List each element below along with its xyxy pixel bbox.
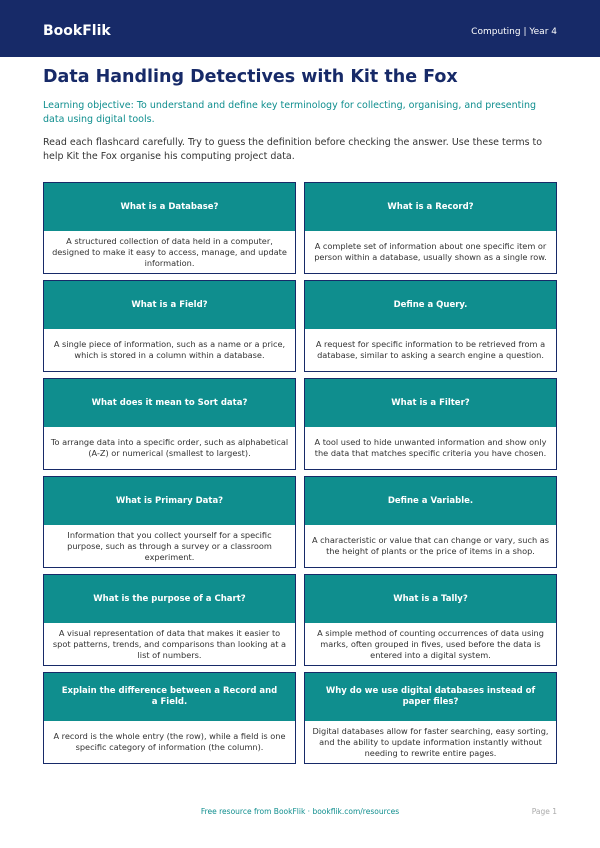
flashcard (43, 476, 296, 568)
flashcard-question: What is a Tally? (305, 575, 556, 623)
subject-year-label: Computing | Year 4 (471, 27, 557, 37)
flashcard-answer: A single piece of information, such as a name or a price, which is stored in a column within a database. (53, 339, 286, 360)
page-number: Page 1 (531, 807, 557, 816)
top-banner (0, 0, 600, 57)
page-title: Data Handling Detectives with Kit the Fox (43, 67, 458, 87)
flashcard-question: What is a Record? (305, 183, 556, 231)
flashcard-answer: A record is the whole entry (the row), while a field is one specific category of information (the column). (53, 731, 286, 752)
flashcard-question: Why do we use digital databases instead of paper files? (305, 673, 556, 721)
flashcard-question: What is a Field? (44, 281, 295, 329)
footer-link[interactable]: Free resource from BookFlik · bookflik.com/resources (200, 807, 400, 816)
flashcard (43, 280, 296, 372)
flashcard-answer: Digital databases allow for faster searching, easy sorting, and the ability to update information instantly without needing to rewrite entire pages. (312, 725, 549, 758)
flashcard-answer: A structured collection of data held in a computer, designed to make it easy to access, manage, and update information. (52, 235, 287, 268)
flashcard-question: What is Primary Data? (44, 477, 295, 525)
learning-objective: Learning objective: To understand and define key terminology for collecting, organising, and presenting data using digital tools. (43, 100, 537, 125)
flashcard (43, 378, 296, 470)
flashcard-answer: A simple method of counting occurrences of data using marks, often grouped in fives, used before the data is entered into a digital system. (317, 627, 544, 660)
flashcard (304, 182, 557, 274)
flashcard-answer: A complete set of information about one specific item or person within a database, usually shown as a single row. (314, 241, 547, 262)
flashcard (43, 182, 296, 274)
flashcard-answer: A tool used to hide unwanted information and show only the data that matches specific criteria you have chosen. (314, 437, 547, 458)
flashcard-question: Define a Query. (305, 281, 556, 329)
flashcard (304, 574, 557, 666)
flashcard-answer: A characteristic or value that can change or vary, such as the height of plants or the price of items in a shop. (311, 535, 550, 556)
flashcard (304, 378, 557, 470)
flashcard-question: What is a Database? (44, 183, 295, 231)
flashcard (43, 574, 296, 666)
brand-logo-text[interactable]: BookFlik (43, 23, 111, 39)
flashcard-grid (43, 182, 557, 764)
flashcard-question: Define a Variable. (305, 477, 556, 525)
flashcard-question: What does it mean to Sort data? (44, 379, 295, 427)
flashcard-answer: To arrange data into a specific order, such as alphabetical (A-Z) or numerical (smallest to largest). (50, 437, 289, 458)
flashcard-answer: A visual representation of data that makes it easier to spot patterns, trends, and comparisons than looking at a list of numbers. (52, 627, 287, 660)
flashcard (304, 280, 557, 372)
flashcard-question: Explain the difference between a Record and a Field. (44, 673, 295, 721)
flashcard (304, 476, 557, 568)
flashcard (304, 672, 557, 764)
flashcard-question: What is a Filter? (305, 379, 556, 427)
flashcard-answer: Information that you collect yourself for a specific purpose, such as through a survey or a classroom experiment. (67, 529, 272, 562)
flashcard (43, 672, 296, 764)
flashcard-answer: A request for specific information to be retrieved from a database, similar to asking a search engine a question. (315, 339, 546, 360)
flashcard-question: What is the purpose of a Chart? (44, 575, 295, 623)
intro-text: Read each flashcard carefully. Try to guess the definition before checking the answer. Use these terms to help Kit the Fox organise his computing project data. (43, 137, 543, 162)
